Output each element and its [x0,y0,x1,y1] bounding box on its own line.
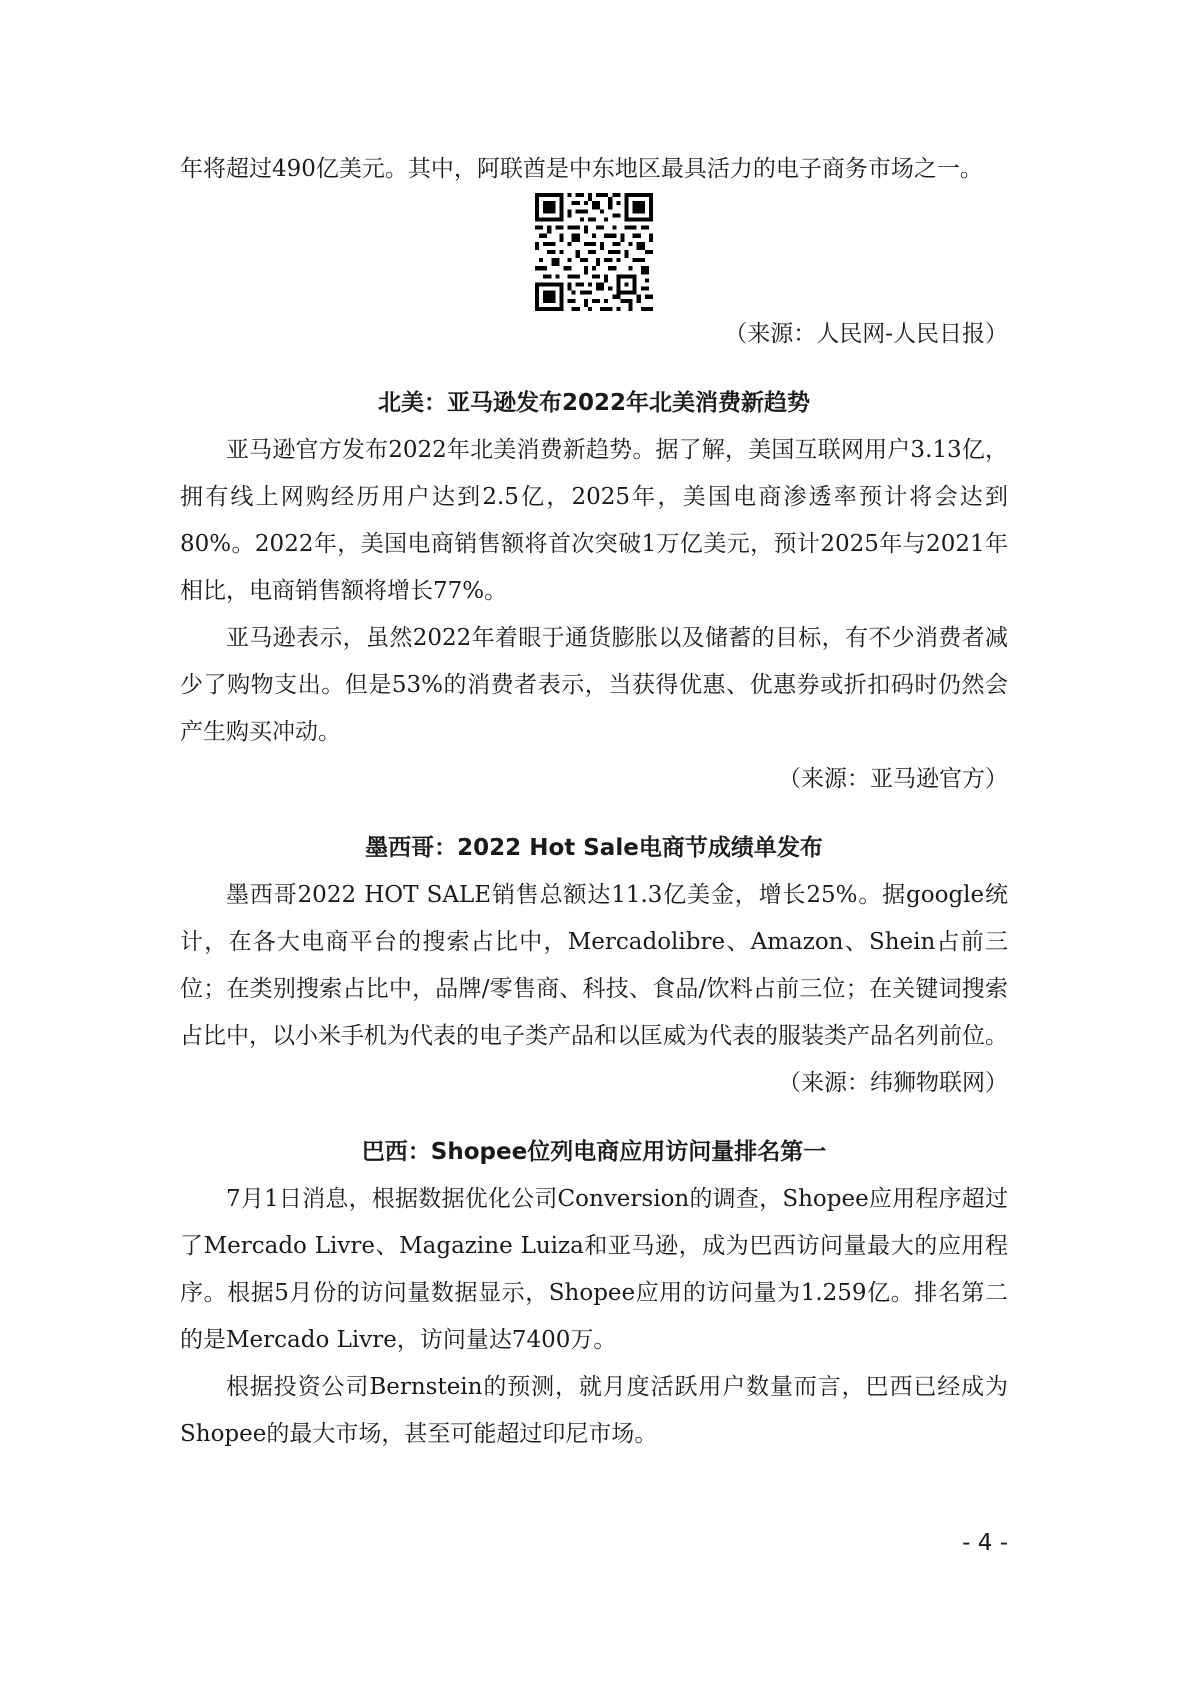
section-paragraph: 根据投资公司Bernstein的预测，就月度活跃用户数量而言，巴西已经成为Shopee的最大市场，甚至可能超过印尼市场。 [180,1374,1008,1447]
intro-paragraph: 年将超过490亿美元。其中，阿联酋是中东地区最具活力的电子商务市场之一。 [180,156,983,182]
qr-code-icon [535,193,653,311]
section-heading-brazil: 巴西：Shopee位列电商应用访问量排名第一 [361,1139,827,1165]
section-heading-north-america: 北美：亚马逊发布2022年北美消费新趋势 [377,390,810,416]
qr-code-container [180,193,1008,311]
section-source: （来源：纬狮物联网） [778,1070,1008,1096]
section-heading-mexico: 墨西哥：2022 Hot Sale电商节成绩单发布 [365,835,823,861]
page-number: - 4 - [962,1530,1008,1556]
section-paragraph: 亚马逊官方发布2022年北美消费新趋势。据了解，美国互联网用户3.13亿，拥有线上网购经历用户达到2.5亿，2025年，美国电商渗透率预计将会达到80%。2022年，美国电商销售额将首次突破1万亿美元，预计2025年与2021年相比，电商销售额将增长77%。 [180,437,1008,604]
page-content [180,146,1008,1458]
section-paragraph: 亚马逊表示，虽然2022年着眼于通货膨胀以及储蓄的目标，有不少消费者减少了购物支出。但是53%的消费者表示，当获得优惠、优惠券或折扣码时仍然会产生购买冲动。 [180,625,1008,745]
section-paragraph: 7月1日消息，根据数据优化公司Conversion的调查，Shopee应用程序超过了Mercado Livre、Magazine Luiza和亚马逊，成为巴西访问量最大的应用程序。根据5月份的访问量数据显示，Shopee应用的访问量为1.259亿。排名第二的是Mercado Livre，访问量达7400万。 [180,1186,1008,1353]
intro-source: （来源：人民网-人民日报） [724,321,1008,347]
section-source: （来源：亚马逊官方） [778,766,1008,792]
section-paragraph: 墨西哥2022 HOT SALE销售总额达11.3亿美金，增长25%。据google统计，在各大电商平台的搜索占比中，Mercadolibre、Amazon、Shein占前三位；在类别搜索占比中，品牌/零售商、科技、食品/饮料占前三位；在关键词搜索占比中，以小米手机为代表的电子类产品和以匡威为代表的服装类产品名列前位。 [180,882,1008,1049]
